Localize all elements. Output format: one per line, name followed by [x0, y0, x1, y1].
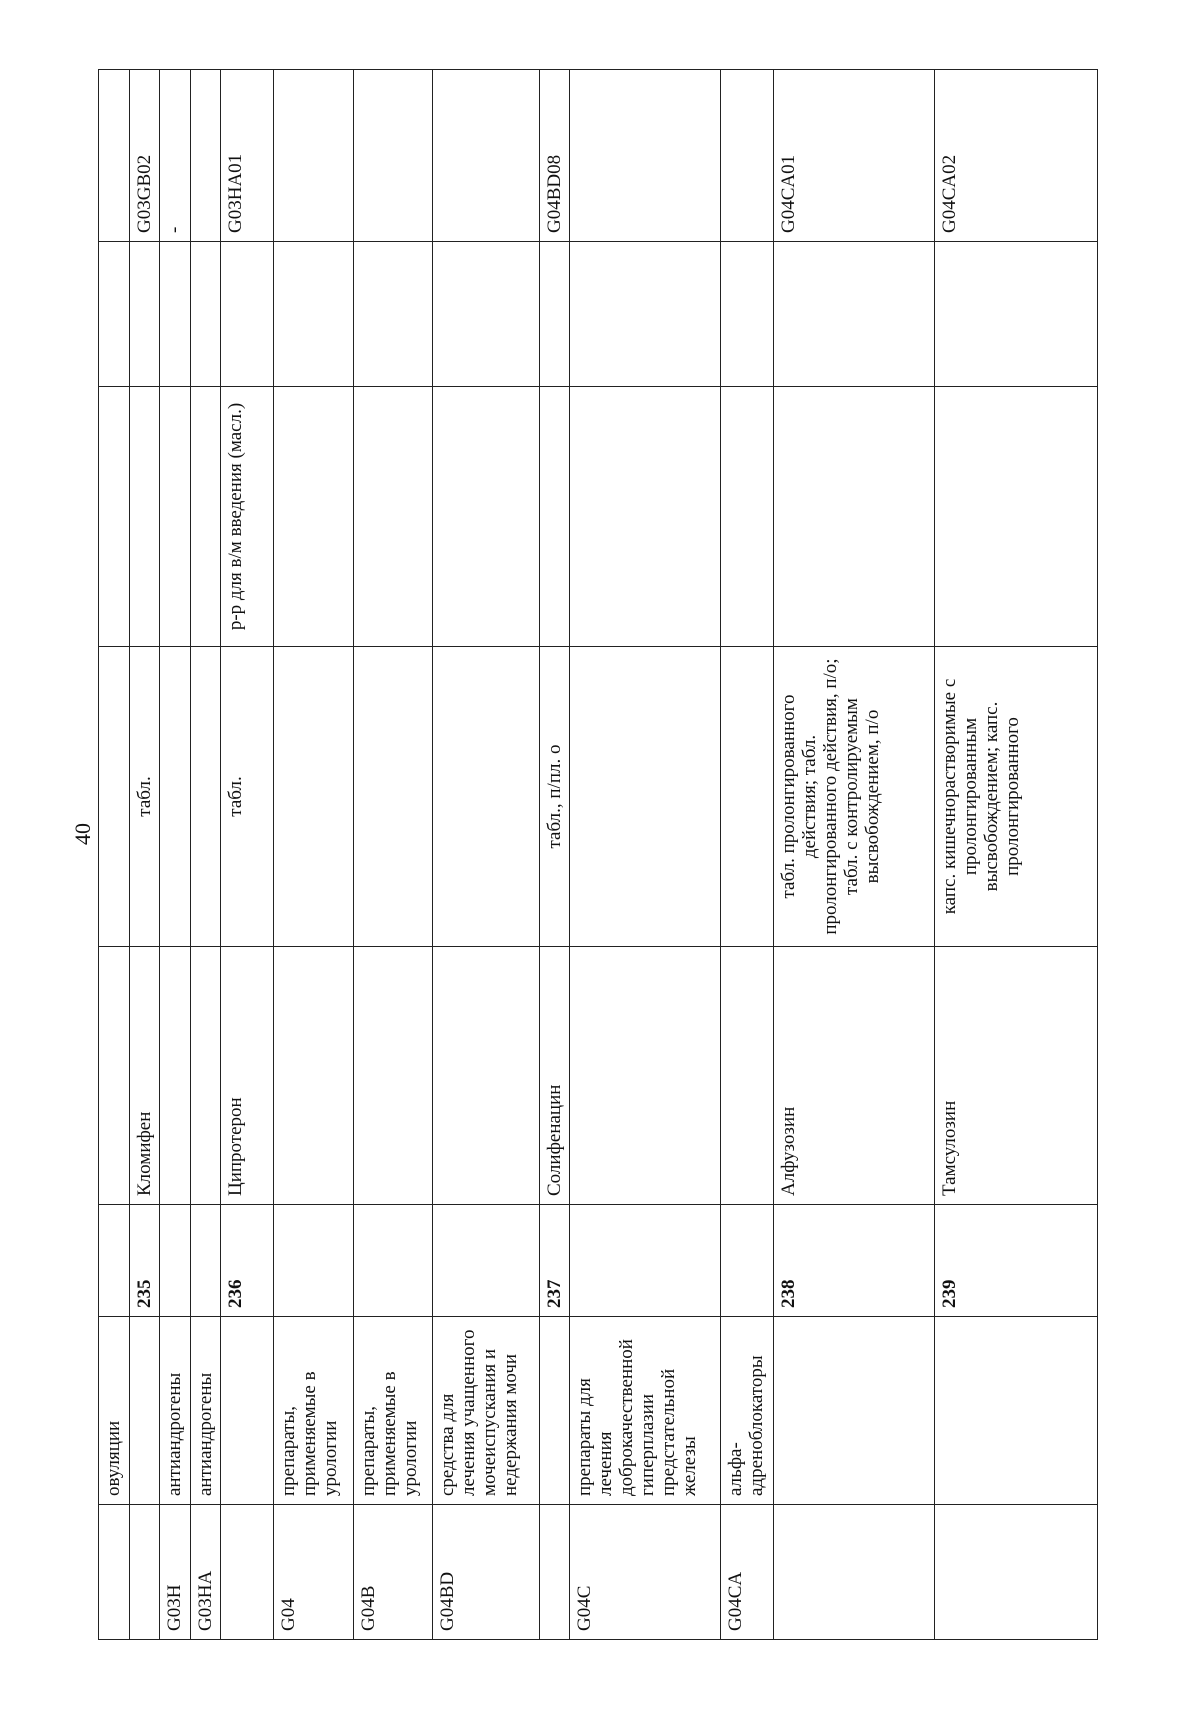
drug-name: Ципротерон: [221, 947, 274, 1205]
dosage-form-alt: [539, 387, 570, 647]
table-row: [539, 70, 570, 1640]
dosage-form-alt: [353, 387, 432, 647]
drug-name: [721, 947, 774, 1205]
atc-group-code: G03H: [160, 1505, 191, 1640]
atc-code: [99, 70, 130, 242]
group-name: [221, 1317, 274, 1505]
dosage-form: [432, 647, 539, 947]
row-number: [190, 1205, 221, 1317]
drug-name: [432, 947, 539, 1205]
dosage-form: табл. пролонгированного действия; табл. пролонгированного действия, п/о; табл. с контролируемым высвобождением, п/о: [774, 647, 935, 947]
group-name: препараты, применяемые в урологии: [274, 1317, 353, 1505]
atc-code: [721, 70, 774, 242]
table-row: [570, 70, 721, 1640]
dosage-form: капс. кишечнорастворимые с пролонгированным высвобождением; капс. пролонгированного: [935, 647, 1098, 947]
group-name: [129, 1317, 160, 1505]
dosage-form: [160, 647, 191, 947]
row-number: [353, 1205, 432, 1317]
group-name: средства для лечения учащенного мочеиспускания и недержания мочи: [432, 1317, 539, 1505]
table-row: [99, 70, 130, 1640]
dosage-form-alt: [721, 387, 774, 647]
row-number: [570, 1205, 721, 1317]
drug-name: [190, 947, 221, 1205]
dosage-form: [99, 647, 130, 947]
row-number: 236: [221, 1205, 274, 1317]
dosage-form: [274, 647, 353, 947]
atc-group-code: [99, 1505, 130, 1640]
empty-cell: [99, 242, 130, 387]
row-number: 237: [539, 1205, 570, 1317]
group-name: препараты для лечения доброкачественной гиперплазии предстательной железы: [570, 1317, 721, 1505]
drug-table: [98, 69, 1098, 1640]
group-name: антиандрогены: [160, 1317, 191, 1505]
drug-name: [570, 947, 721, 1205]
atc-code: G04CA02: [935, 70, 1098, 242]
group-name: [774, 1317, 935, 1505]
table-body: [99, 70, 1098, 1640]
empty-cell: [935, 242, 1098, 387]
row-number: [99, 1205, 130, 1317]
drug-name: Кломифен: [129, 947, 160, 1205]
empty-cell: [190, 242, 221, 387]
row-number: 235: [129, 1205, 160, 1317]
row-number: [274, 1205, 353, 1317]
atc-code: [190, 70, 221, 242]
drug-name: Тамсулозин: [935, 947, 1098, 1205]
atc-group-code: G04BD: [432, 1505, 539, 1640]
drug-name: [160, 947, 191, 1205]
dosage-form-alt: [432, 387, 539, 647]
row-number: [160, 1205, 191, 1317]
table-row: [160, 70, 191, 1640]
dosage-form: табл., п/пл. о: [539, 647, 570, 947]
dosage-form: табл.: [221, 647, 274, 947]
empty-cell: [539, 242, 570, 387]
row-number: 238: [774, 1205, 935, 1317]
table-row: [129, 70, 160, 1640]
dosage-form-alt: [935, 387, 1098, 647]
dosage-form: табл.: [129, 647, 160, 947]
atc-group-code: [774, 1505, 935, 1640]
drug-name: Солифенацин: [539, 947, 570, 1205]
table-row: [721, 70, 774, 1640]
group-name: антиандрогены: [190, 1317, 221, 1505]
dosage-form-alt: [160, 387, 191, 647]
group-name: [539, 1317, 570, 1505]
dosage-form-alt: [190, 387, 221, 647]
dosage-form-alt: [774, 387, 935, 647]
atc-group-code: G04: [274, 1505, 353, 1640]
atc-code: G03GB02: [129, 70, 160, 242]
atc-group-code: [539, 1505, 570, 1640]
atc-code: [570, 70, 721, 242]
atc-code: G04CA01: [774, 70, 935, 242]
empty-cell: [221, 242, 274, 387]
atc-code: -: [160, 70, 191, 242]
row-number: [721, 1205, 774, 1317]
dosage-form: [721, 647, 774, 947]
group-name: альфа-адреноблокаторы: [721, 1317, 774, 1505]
dosage-form-alt: р-р для в/м введения (масл.): [221, 387, 274, 647]
empty-cell: [353, 242, 432, 387]
drug-name: [274, 947, 353, 1205]
dosage-form: [570, 647, 721, 947]
empty-cell: [274, 242, 353, 387]
drug-name: [353, 947, 432, 1205]
atc-group-code: G04C: [570, 1505, 721, 1640]
table-row: [935, 70, 1098, 1640]
empty-cell: [160, 242, 191, 387]
table-row: [274, 70, 353, 1640]
group-name: препараты, применяемые в урологии: [353, 1317, 432, 1505]
atc-code: [274, 70, 353, 242]
group-name: [935, 1317, 1098, 1505]
page-number: 40: [70, 823, 95, 845]
drug-name: [99, 947, 130, 1205]
dosage-form-alt: [129, 387, 160, 647]
atc-code: [432, 70, 539, 242]
dosage-form: [353, 647, 432, 947]
drug-name: Алфузозин: [774, 947, 935, 1205]
dosage-form-alt: [274, 387, 353, 647]
drug-table-rotated: [98, 70, 1098, 1640]
dosage-form-alt: [570, 387, 721, 647]
atc-code: [353, 70, 432, 242]
atc-code: G04BD08: [539, 70, 570, 242]
row-number: 239: [935, 1205, 1098, 1317]
dosage-form: [190, 647, 221, 947]
atc-group-code: [935, 1505, 1098, 1640]
dosage-form-alt: [99, 387, 130, 647]
table-row: [432, 70, 539, 1640]
atc-group-code: G04CA: [721, 1505, 774, 1640]
group-name: овуляции: [99, 1317, 130, 1505]
table-row: [774, 70, 935, 1640]
atc-group-code: G04B: [353, 1505, 432, 1640]
empty-cell: [721, 242, 774, 387]
row-number: [432, 1205, 539, 1317]
empty-cell: [129, 242, 160, 387]
table-row: [190, 70, 221, 1640]
atc-group-code: [129, 1505, 160, 1640]
empty-cell: [432, 242, 539, 387]
table-row: [353, 70, 432, 1640]
atc-group-code: G03HA: [190, 1505, 221, 1640]
empty-cell: [774, 242, 935, 387]
atc-code: G03HA01: [221, 70, 274, 242]
table-row: [221, 70, 274, 1640]
atc-group-code: [221, 1505, 274, 1640]
empty-cell: [570, 242, 721, 387]
